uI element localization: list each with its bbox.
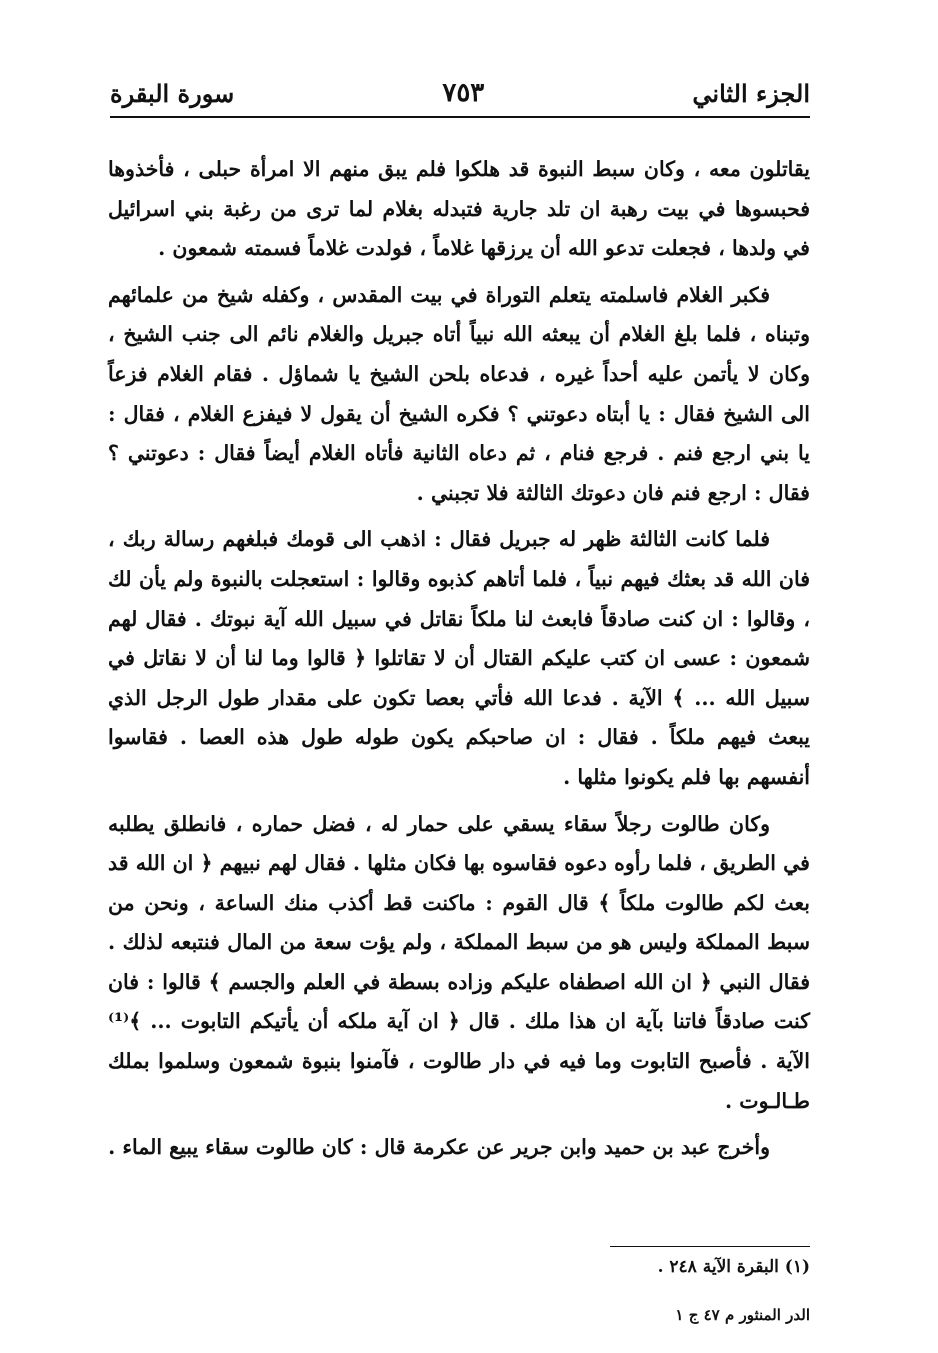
header-divider <box>110 116 810 118</box>
paragraph-1: يقاتلون معه ، وكان سبط النبوة قد هلكوا فلم يبق منهم الا امرأة حبلى ، فأخذوها فحبسوها في بيت رهبة ان تلد جارية فتبدله بغلام لما ترى من رغبة بني اسرائيل في ولدها ، فجعلت تدعو الله أن يرزقها غلاماً ، فولدت غلاماً فسمته شمعون . <box>108 157 810 261</box>
page-number: ٧٥٣ <box>442 78 485 108</box>
running-header <box>110 68 810 108</box>
paragraph-4: وكان طالوت رجلاً سقاء يسقي على حمار له ، فضل حماره ، فانطلق يطلبه في الطريق ، فلما رأوه دعوه فقاسوه بها فكان مثلها . فقال لهم نبيهم ﴿ ان الله قد بعث لكم طالوت ملكاً ﴾ قال القوم : ماكنت قط أكذب منك الساعة ، ونحن من سبط المملكة وليس هو من سبط المملكة ، ولم يؤت سعة من المال فنتبعه لذلك . فقال النبي ﴿ ان الله اصطفاه عليكم وزاده بسطة في العلم والجسم ﴾ قالوا : فان كنت صادقاً فاتنا بآية ان هذا ملك . قال ﴿ ان آية ملكه أن يأتيكم التابوت ... ﴾⁽¹⁾ الآية . فأصبح التابوت وما فيه في دار طالوت ، فآمنوا بنبوة شمعون وسلموا بملك طـالـوت . <box>108 811 810 1113</box>
header-part-label: الجزء الثاني <box>692 79 810 108</box>
footnote: (١) البقرة الآية ٢٤٨ . <box>657 1257 810 1277</box>
paragraph-5: وأخرج عبد بن حميد وابن جرير عن عكرمة قال : كان طالوت سقاء يبيع الماء . <box>108 1135 770 1160</box>
paragraph-2: فكبر الغلام فاسلمته يتعلم التوراة في بيت المقدس ، وكفله شيخ من علمائهم وتبناه ، فلما بلغ الغلام أن يبعثه الله نبياً أتاه جبريل والغلام نائم الى جنب الشيخ ، وكان لا يأتمن عليه أحداً غيره ، فدعاه بلحن الشيخ يا شماؤل . فقام الغلام فزعاً الى الشيخ فقال : يا أبتاه دعوتني ؟ فكره الشيخ أن يقول لا فيفزع الغلام ، فقال : يا بني ارجع فنم . فرجع فنام ، ثم دعاه الثانية فأتاه الغلام أيضاً فقال : دعوتني ؟ فقال : ارجع فنم فان دعوتك الثالثة فلا تجبني . <box>108 282 810 505</box>
printer-signature: الدر المنثور م ٤٧ ج ١ <box>675 1306 810 1324</box>
main-text <box>108 150 810 1175</box>
header-surah-label: سورة البقرة <box>110 79 235 108</box>
paragraph-3: فلما كانت الثالثة ظهر له جبريل فقال : اذهب الى قومك فبلغهم رسالة ربك ، فان الله قد بعثك فيهم نبياً ، فلما أتاهم كذبوه وقالوا : استعجلت بالنبوة ولم يأن لك ، وقالوا : ان كنت صادقاً فابعث لنا ملكاً نقاتل في سبيل الله آية نبوتك . فقال لهم شمعون : عسى ان كتب عليكم القتال أن لا تقاتلوا ﴿ قالوا وما لنا أن لا نقاتل في سبيل الله ... ﴾ الآية . فدعا الله فأتي بعصا تكون على مقدار طول الرجل الذي يبعث فيهم ملكاً . فقال : ان صاحبكم يكون طوله طول هذه العصا . فقاسوا أنفسهم بها فلم يكونوا مثلها . <box>108 527 810 789</box>
footnote-divider <box>610 1246 810 1247</box>
